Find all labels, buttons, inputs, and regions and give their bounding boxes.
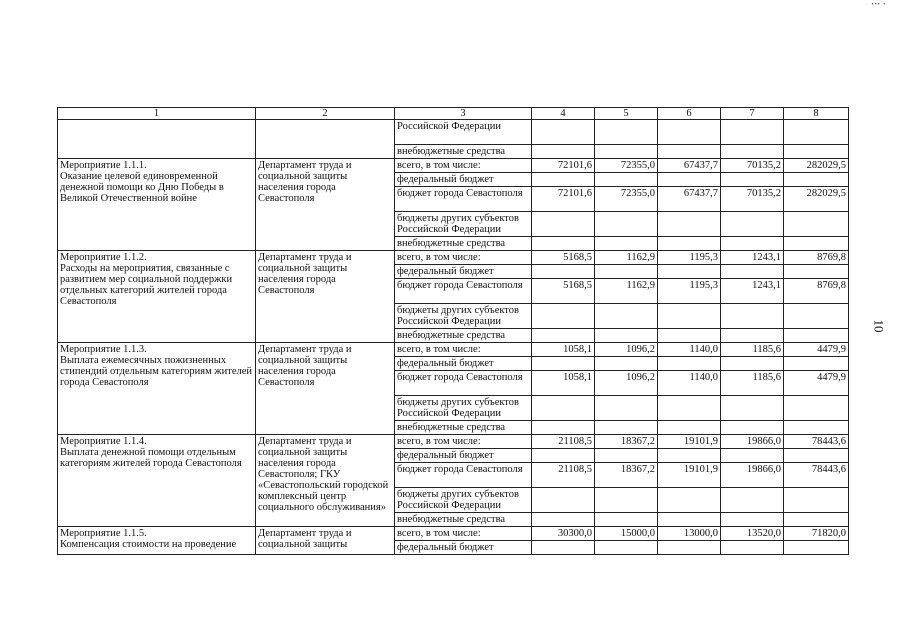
value-cell: 70135,2: [721, 187, 784, 212]
value-cell: [658, 357, 721, 371]
value-cell: [658, 304, 721, 329]
measure-description: Расходы на мероприятия, связанные с развитием мер социальной поддержки отдельных категорий жителей города Севастополя: [60, 263, 233, 307]
scan-mark: · ••• •: [866, 2, 887, 8]
measure-description: Компенсация стоимости на проведение: [60, 539, 237, 550]
value-cell: [784, 449, 849, 463]
value-cell: 72355,0: [595, 187, 658, 212]
value-cell: 282029,5: [784, 187, 849, 212]
value-cell: 21108,5: [532, 463, 595, 488]
value-cell: [595, 541, 658, 555]
measure-description: Выплата денежной помощи отдельным категориям жителей города Севастополя: [60, 447, 242, 469]
value-cell: [595, 237, 658, 251]
value-cell: [595, 449, 658, 463]
table-row: [58, 435, 849, 449]
value-cell: [532, 357, 595, 371]
value-cell: [784, 212, 849, 237]
table-row: [58, 343, 849, 357]
funding-source: всего, в том числе:: [395, 159, 532, 173]
value-cell: 15000,0: [595, 527, 658, 541]
value-cell: [784, 357, 849, 371]
value-cell: 18367,2: [595, 463, 658, 488]
value-cell: 13000,0: [658, 527, 721, 541]
value-cell: [532, 120, 595, 145]
value-cell: [658, 237, 721, 251]
value-cell: [784, 488, 849, 513]
value-cell: [532, 449, 595, 463]
value-cell: 4479,9: [784, 371, 849, 396]
value-cell: 4479,9: [784, 343, 849, 357]
measure-executor: Департамент труда и социальной защиты населения города Севастополя; ГКУ «Севастопольский городской комплексный центр социального обслуживания»: [256, 435, 395, 527]
budget-table: [57, 107, 849, 555]
value-cell: [595, 173, 658, 187]
measure-executor: Департамент труда и социальной защиты населения города Севастополя: [256, 159, 395, 251]
value-cell: 1140,0: [658, 371, 721, 396]
value-cell: [658, 265, 721, 279]
value-cell: [721, 488, 784, 513]
value-cell: [721, 120, 784, 145]
value-cell: [532, 212, 595, 237]
value-cell: 19866,0: [721, 463, 784, 488]
value-cell: 1162,9: [595, 279, 658, 304]
measure-title: [58, 251, 256, 343]
value-cell: [658, 421, 721, 435]
value-cell: 1243,1: [721, 279, 784, 304]
funding-source: всего, в том числе:: [395, 251, 532, 265]
measure-number: Мероприятие 1.1.4.: [60, 436, 147, 447]
value-cell: 8769,8: [784, 279, 849, 304]
value-cell: [721, 513, 784, 527]
value-cell: 72355,0: [595, 159, 658, 173]
value-cell: [532, 421, 595, 435]
value-cell: [784, 173, 849, 187]
measure-number: Мероприятие 1.1.3.: [60, 344, 147, 355]
value-cell: [658, 120, 721, 145]
value-cell: [595, 120, 658, 145]
value-cell: [532, 304, 595, 329]
value-cell: [721, 541, 784, 555]
value-cell: 282029,5: [784, 159, 849, 173]
value-cell: 19866,0: [721, 435, 784, 449]
funding-source: федеральный бюджет: [395, 173, 532, 187]
page-number: 10: [871, 319, 887, 333]
value-cell: [658, 488, 721, 513]
funding-source: Российской Федерации: [395, 120, 532, 145]
value-cell: 70135,2: [721, 159, 784, 173]
value-cell: [658, 145, 721, 159]
value-cell: [658, 396, 721, 421]
column-number: 4: [532, 108, 595, 120]
table-row: [58, 251, 849, 265]
value-cell: 78443,6: [784, 435, 849, 449]
measure-description: Выплата ежемесячных пожизненных стипендий отдельным категориям жителей города Севастополя: [60, 355, 252, 388]
value-cell: [595, 145, 658, 159]
column-number: 6: [658, 108, 721, 120]
funding-source: внебюджетные средства: [395, 237, 532, 251]
value-cell: [721, 304, 784, 329]
value-cell: [721, 357, 784, 371]
value-cell: [595, 212, 658, 237]
value-cell: 1185,6: [721, 371, 784, 396]
value-cell: 78443,6: [784, 463, 849, 488]
value-cell: 21108,5: [532, 435, 595, 449]
funding-source: федеральный бюджет: [395, 449, 532, 463]
value-cell: [784, 304, 849, 329]
table-row: [58, 527, 849, 541]
column-number: 8: [784, 108, 849, 120]
funding-source: бюджет города Севастополя: [395, 371, 532, 396]
value-cell: 1243,1: [721, 251, 784, 265]
measure-number: Мероприятие 1.1.1.: [60, 160, 147, 171]
value-cell: 1140,0: [658, 343, 721, 357]
value-cell: [658, 449, 721, 463]
value-cell: 8769,8: [784, 251, 849, 265]
value-cell: [532, 329, 595, 343]
funding-source: бюджеты других субъектов Российской Федерации: [395, 396, 532, 421]
value-cell: [784, 396, 849, 421]
value-cell: [532, 396, 595, 421]
measure-number: Мероприятие 1.1.2.: [60, 252, 147, 263]
table-row: [58, 159, 849, 173]
value-cell: 1195,3: [658, 251, 721, 265]
funding-source: бюджеты других субъектов Российской Федерации: [395, 304, 532, 329]
value-cell: [658, 329, 721, 343]
value-cell: [784, 513, 849, 527]
value-cell: [721, 145, 784, 159]
value-cell: [595, 421, 658, 435]
value-cell: [721, 329, 784, 343]
value-cell: 19101,9: [658, 435, 721, 449]
value-cell: [595, 396, 658, 421]
value-cell: [595, 357, 658, 371]
value-cell: 67437,7: [658, 187, 721, 212]
value-cell: 19101,9: [658, 463, 721, 488]
measure-executor: Департамент труда и социальной защиты населения города Севастополя: [256, 251, 395, 343]
value-cell: 1096,2: [595, 371, 658, 396]
value-cell: 67437,7: [658, 159, 721, 173]
funding-source: бюджеты других субъектов Российской Федерации: [395, 212, 532, 237]
measure-number: Мероприятие 1.1.5.: [60, 528, 147, 539]
funding-source: всего, в том числе:: [395, 527, 532, 541]
measure-title: [58, 159, 256, 251]
value-cell: 1162,9: [595, 251, 658, 265]
value-cell: [784, 421, 849, 435]
funding-source: внебюджетные средства: [395, 145, 532, 159]
funding-source: всего, в том числе:: [395, 343, 532, 357]
table-row: [58, 120, 849, 145]
value-cell: [721, 449, 784, 463]
value-cell: [595, 329, 658, 343]
value-cell: [721, 396, 784, 421]
value-cell: 18367,2: [595, 435, 658, 449]
executor-cell: [256, 120, 395, 159]
value-cell: [658, 541, 721, 555]
value-cell: [784, 329, 849, 343]
value-cell: [595, 304, 658, 329]
value-cell: [784, 265, 849, 279]
value-cell: [595, 513, 658, 527]
column-number: 3: [395, 108, 532, 120]
table-body: [58, 120, 849, 555]
value-cell: [721, 212, 784, 237]
value-cell: [532, 541, 595, 555]
column-number: 5: [595, 108, 658, 120]
measure-title: [58, 527, 256, 555]
value-cell: [721, 173, 784, 187]
value-cell: 1058,1: [532, 371, 595, 396]
value-cell: [721, 421, 784, 435]
measure-executor: Департамент труда и социальной защиты населения города Севастополя: [256, 343, 395, 435]
value-cell: [532, 237, 595, 251]
funding-source: бюджеты других субъектов Российской Федерации: [395, 488, 532, 513]
funding-source: бюджет города Севастополя: [395, 463, 532, 488]
funding-source: бюджет города Севастополя: [395, 187, 532, 212]
value-cell: 5168,5: [532, 279, 595, 304]
value-cell: 72101,6: [532, 187, 595, 212]
value-cell: 1058,1: [532, 343, 595, 357]
value-cell: [532, 488, 595, 513]
value-cell: [532, 173, 595, 187]
funding-source: федеральный бюджет: [395, 357, 532, 371]
value-cell: [658, 173, 721, 187]
value-cell: 72101,6: [532, 159, 595, 173]
value-cell: [595, 265, 658, 279]
column-number-row: [58, 108, 849, 120]
measure-title: [58, 343, 256, 435]
value-cell: [784, 145, 849, 159]
value-cell: 1096,2: [595, 343, 658, 357]
value-cell: [532, 145, 595, 159]
value-cell: [595, 488, 658, 513]
value-cell: [532, 513, 595, 527]
value-cell: 1195,3: [658, 279, 721, 304]
value-cell: [721, 237, 784, 251]
value-cell: 30300,0: [532, 527, 595, 541]
funding-source: внебюджетные средства: [395, 513, 532, 527]
funding-source: внебюджетные средства: [395, 421, 532, 435]
column-number: 1: [58, 108, 256, 120]
value-cell: 13520,0: [721, 527, 784, 541]
value-cell: 71820,0: [784, 527, 849, 541]
funding-source: федеральный бюджет: [395, 265, 532, 279]
column-number: 2: [256, 108, 395, 120]
measure-executor: Департамент труда и социальной защиты: [256, 527, 395, 555]
funding-source: внебюджетные средства: [395, 329, 532, 343]
value-cell: [532, 265, 595, 279]
funding-source: всего, в том числе:: [395, 435, 532, 449]
value-cell: 1185,6: [721, 343, 784, 357]
measure-cell: [58, 120, 256, 159]
column-number: 7: [721, 108, 784, 120]
measure-description: Оказание целевой единовременной денежной помощи ко Дню Победы в Великой Отечественной войне: [60, 171, 224, 204]
value-cell: [721, 265, 784, 279]
funding-source: бюджет города Севастополя: [395, 279, 532, 304]
value-cell: [658, 513, 721, 527]
value-cell: [658, 212, 721, 237]
value-cell: [784, 541, 849, 555]
measure-title: [58, 435, 256, 527]
value-cell: [784, 120, 849, 145]
funding-source: федеральный бюджет: [395, 541, 532, 555]
value-cell: 5168,5: [532, 251, 595, 265]
value-cell: [784, 237, 849, 251]
